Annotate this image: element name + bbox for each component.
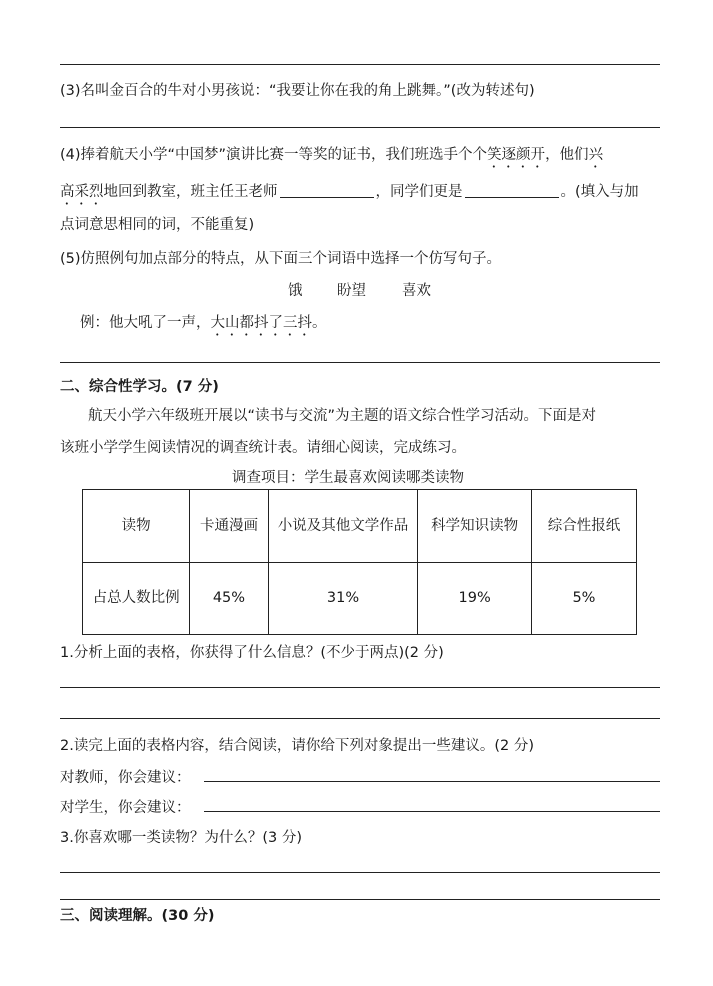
student-suggestion-label: 对学生，你会建议： (60, 800, 191, 816)
q4-dotted-word: 高采烈 (60, 184, 104, 200)
section-3-heading: 三、阅读理解。(30 分) (60, 908, 215, 924)
answer-line (60, 362, 660, 363)
section-2-heading: 二、综合性学习。(7 分) (60, 379, 219, 395)
answer-line (60, 687, 660, 688)
word-choice-2: 盼望 (337, 283, 366, 299)
fill-blank-1[interactable] (280, 183, 374, 198)
question-4-line-1 (60, 143, 603, 171)
table-cell: 31% (268, 562, 418, 635)
table-header-cell: 卡通漫画 (190, 490, 269, 563)
word-choice-3: 喜欢 (402, 283, 431, 299)
example-dotted: 大山都抖了三抖 (210, 315, 312, 331)
table-header-cell: 科学知识读物 (418, 490, 532, 563)
table-cell: 5% (531, 562, 636, 635)
table-row (83, 562, 637, 635)
table-row (83, 490, 637, 563)
answer-line (60, 127, 660, 128)
table-header-cell: 小说及其他文学作品 (268, 490, 418, 563)
section-2-q3: 3.你喜欢哪一类读物？为什么？(3 分) (60, 830, 302, 846)
question-3: (3)名叫金百合的牛对小男孩说：“我要让你在我的角上跳舞。”(改为转述句) (60, 83, 535, 99)
question-5: (5)仿照例句加点部分的特点，从下面三个词语中选择一个仿写句子。 (60, 251, 502, 267)
section-2-intro-1: 航天小学六年级班开展以“读书与交流”为主题的语文综合性学习活动。下面是对 (88, 408, 597, 424)
q4-text: 。(填入与加 (560, 184, 639, 200)
answer-line (60, 64, 660, 65)
q4-dotted-word: 笑逐颜开 (487, 147, 546, 163)
q4-text: 地回到教室，班主任王老师 (103, 184, 278, 200)
q4-text: ，同学们更是 (375, 184, 463, 200)
answer-line (60, 718, 660, 719)
q4-text: (4)捧着航天小学“中国梦”演讲比赛一等奖的证书，我们班选手个个 (60, 147, 488, 163)
table-title: 调查项目：学生最喜欢阅读哪类读物 (232, 470, 464, 486)
teacher-suggestion-label: 对教师，你会建议： (60, 770, 191, 786)
student-answer-line[interactable] (204, 811, 660, 812)
example-sentence: 例：他大吼了一声，大山都抖了三抖。 (80, 315, 327, 331)
table-cell: 19% (418, 562, 532, 635)
answer-line (60, 899, 660, 900)
table-header-cell: 综合性报纸 (531, 490, 636, 563)
answer-line (60, 872, 660, 873)
section-2-intro-2: 该班小学学生阅读情况的调查统计表。请细心阅读，完成练习。 (60, 440, 466, 456)
fill-blank-2[interactable] (465, 183, 559, 198)
question-4-line-3: 点词意思相同的词，不能重复) (60, 217, 255, 233)
question-4-line-2 (60, 180, 639, 208)
q4-text: ，他们 (545, 147, 589, 163)
section-2-q2: 2.读完上面的表格内容，结合阅读，请你给下列对象提出一些建议。(2 分) (60, 738, 534, 754)
table-cell: 45% (190, 562, 269, 635)
table-header-cell: 读物 (83, 490, 190, 563)
teacher-answer-line[interactable] (204, 781, 660, 782)
word-choice-1: 饿 (288, 283, 303, 299)
q4-dotted-word: 兴 (588, 147, 604, 163)
section-2-q1: 1.分析上面的表格，你获得了什么信息？(不少于两点)(2 分) (60, 645, 444, 661)
survey-table (82, 489, 637, 635)
table-cell: 占总人数比例 (83, 562, 190, 635)
